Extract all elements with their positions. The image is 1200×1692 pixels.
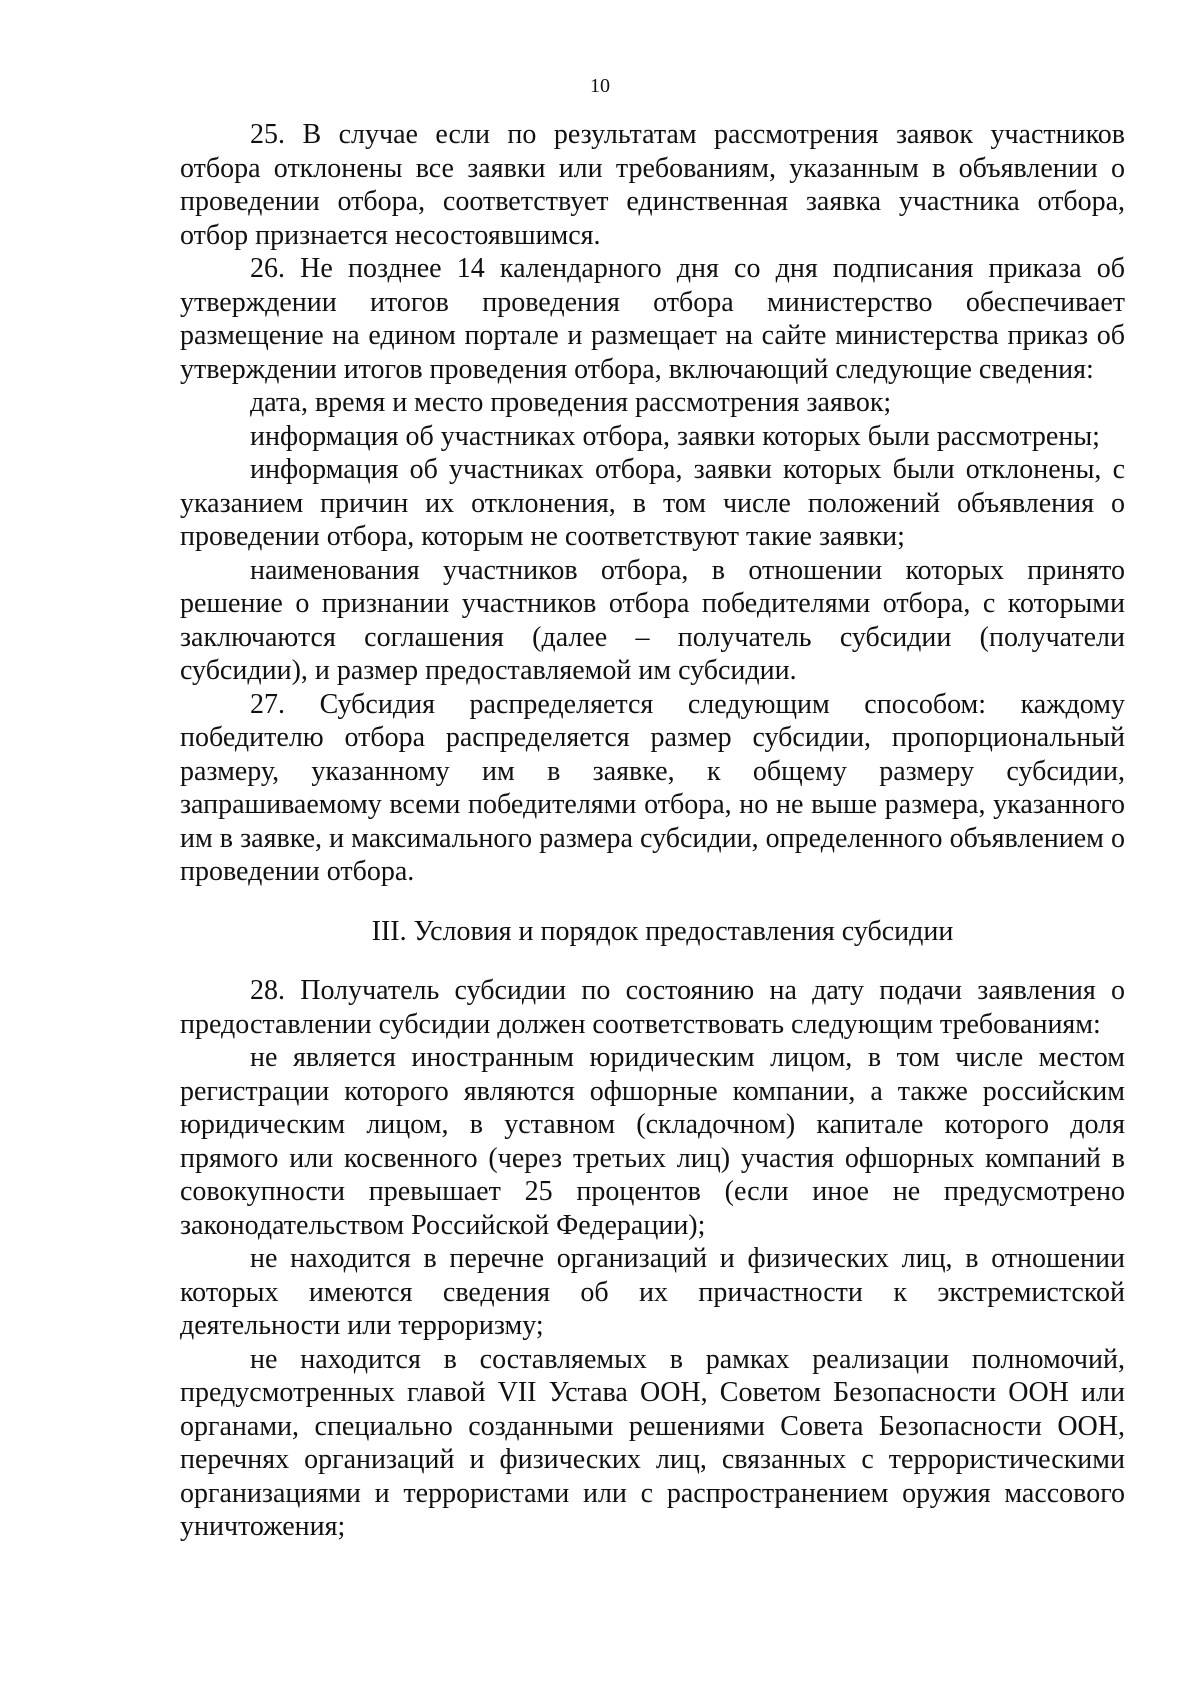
list-item-rejected-applications: информация об участниках отбора, заявки которых были отклонены, с указанием причин их отклонения, в том числе положений объявления о проведении отбора, которым не соответствуют такие заявки;: [180, 454, 1125, 552]
list-item-winners: наименования участников отбора, в отношении которых принято решение о признании участников отбора победителями отбора, с которыми заключаются соглашения (далее – получатель субсидии (получатели субсидии), и размер предоставляемой им субсидии.: [180, 554, 1125, 686]
requirement-not-un-list: не находится в составляемых в рамках реализации полномочий, предусмотренных главой VII Устава ООН, Советом Безопасности ООН или органами, специально созданными решениями Совета Безопасности ООН, перечнях организаций и физических лиц, связанных с террористическими организациями и террористами или с распространением оружия массового уничтожения;: [180, 1343, 1125, 1542]
list-item-considered-applications: информация об участниках отбора, заявки которых были рассмотрены;: [250, 420, 1100, 452]
section-heading: III. Условия и порядок предоставления субсидии: [371, 915, 954, 947]
list-item-date-time-place: дата, время и место проведения рассмотрения заявок;: [250, 387, 892, 418]
requirement-not-extremist-list: не находится в перечне организаций и физических лиц, в отношении которых имеются сведения об их причастности к экстремистской деятельности или терроризму;: [180, 1243, 1125, 1341]
requirement-not-foreign-entity: не является иностранным юридическим лицом, в том числе местом регистрации которого являются офшорные компании, а также российским юридическим лицом, в уставном (складочном) капитале которого доля прямого или косвенного (через третьих лиц) участия офшорных компаний в совокупности превышает 25 процентов (если иное не предусмотрено законодательством Российской Федерации);: [180, 1042, 1125, 1241]
page-number: 10: [590, 75, 610, 97]
paragraph-25: 25. В случае если по результатам рассмотрения заявок участников отбора отклонены все заявки или требованиям, указанным в объявлении о проведении отбора, соответствует единственная заявка участника отбора, отбор признается несостоявшимся.: [180, 119, 1125, 251]
paragraph-26: 26. Не позднее 14 календарного дня со дня подписания приказа об утверждении итогов проведения отбора министерство обеспечивает размещение на едином портале и размещает на сайте министерства приказ об утверждении итогов проведения отбора, включающий следующие сведения:: [180, 253, 1125, 385]
document-body: [180, 118, 1125, 1544]
paragraph-28: 28. Получатель субсидии по состоянию на дату подачи заявления о предоставлении субсидии должен соответствовать следующим требованиям:: [180, 975, 1125, 1040]
paragraph-27: 27. Субсидия распределяется следующим способом: каждому победителю отбора распределяется размер субсидии, пропорциональный размеру, указанному им в заявке, к общему размеру субсидии, запрашиваемому всеми победителями отбора, но не выше размера, указанного им в заявке, и максимального размера субсидии, определенного объявлением о проведении отбора.: [180, 688, 1125, 887]
